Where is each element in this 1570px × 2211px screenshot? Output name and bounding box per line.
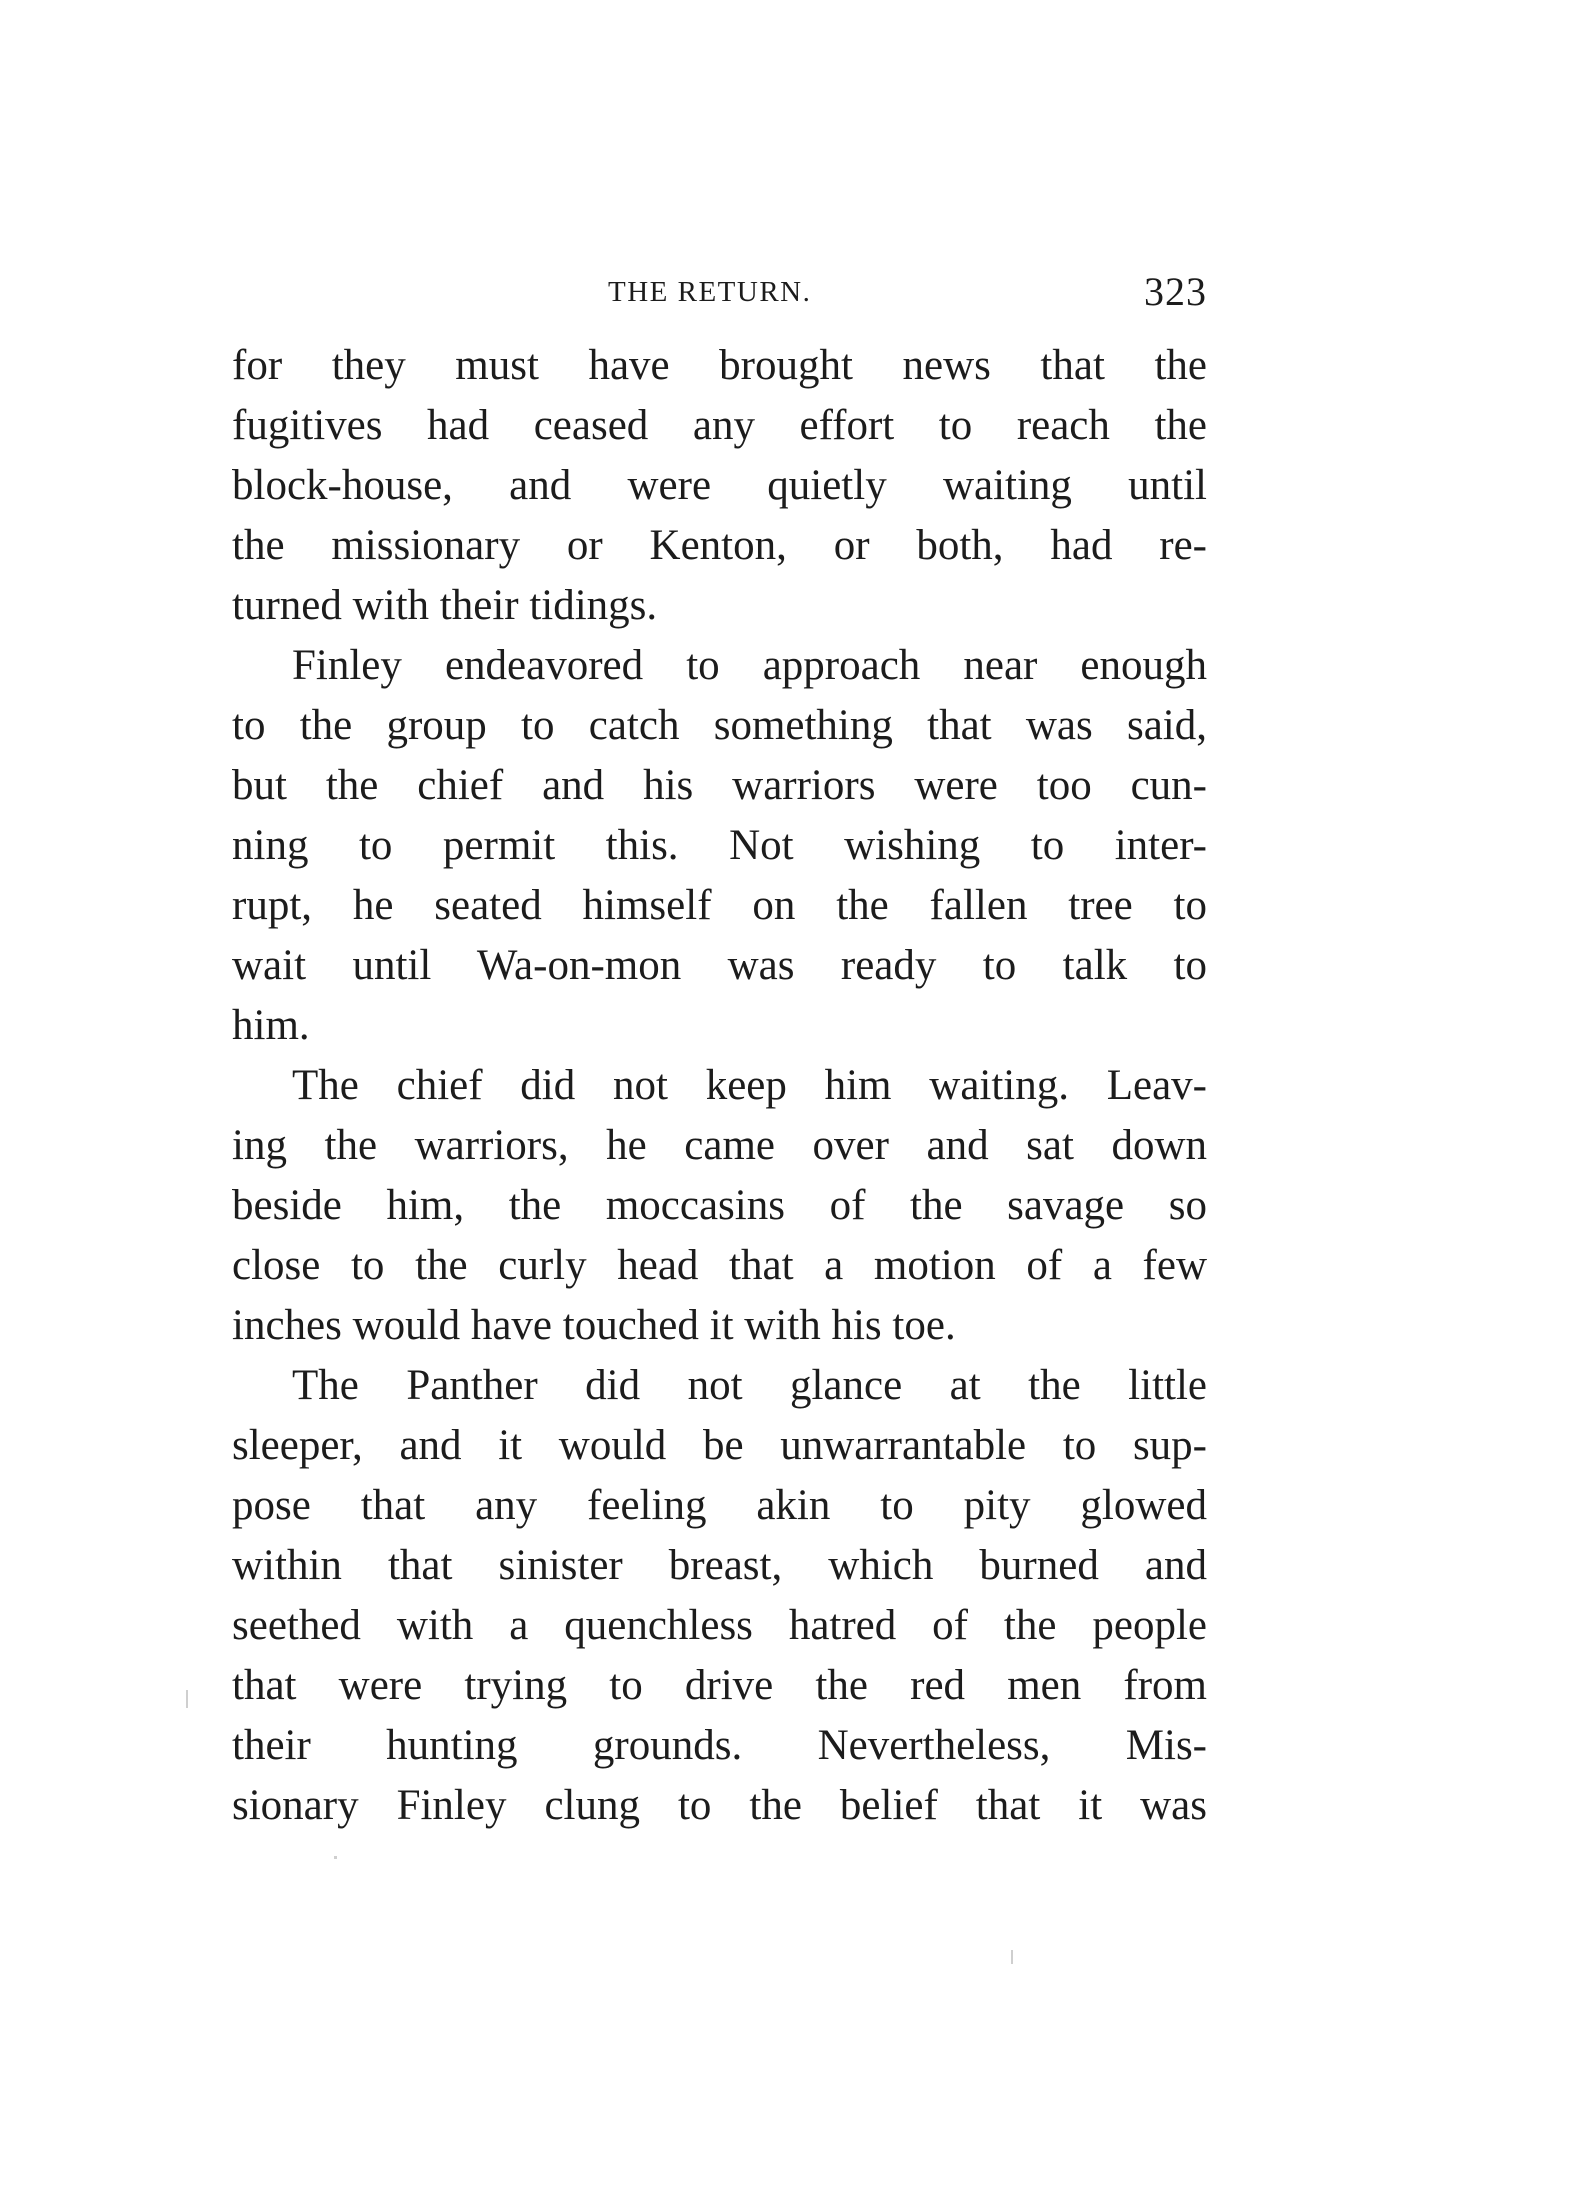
paragraph-3 bbox=[232, 1056, 1207, 1356]
text-line: but the chief and his warriors were too cun- bbox=[232, 762, 1207, 809]
text-line: beside him, the moccasins of the savage so bbox=[232, 1182, 1207, 1229]
running-title: THE RETURN. bbox=[608, 276, 812, 308]
paragraph-2 bbox=[232, 636, 1207, 1056]
text-line: The chief did not keep him waiting. Leav- bbox=[292, 1062, 1207, 1109]
text-line: pose that any feeling akin to pity glowed bbox=[232, 1482, 1207, 1529]
text-line: ning to permit this. Not wishing to inter- bbox=[232, 822, 1207, 869]
text-line: ing the warriors, he came over and sat down bbox=[232, 1122, 1207, 1169]
text-line: seethed with a quenchless hatred of the people bbox=[232, 1602, 1207, 1649]
text-line: the missionary or Kenton, or both, had re- bbox=[232, 522, 1207, 569]
text-line: Finley endeavored to approach near enough bbox=[292, 642, 1207, 689]
scan-speck bbox=[1011, 1950, 1013, 1964]
text-line: block-house, and were quietly waiting until bbox=[232, 462, 1207, 509]
running-head bbox=[232, 268, 1207, 318]
scan-speck bbox=[334, 1856, 337, 1859]
text-line: within that sinister breast, which burned and bbox=[232, 1542, 1207, 1589]
paragraph-1 bbox=[232, 336, 1207, 636]
page-number: 323 bbox=[1144, 269, 1207, 314]
text-line: their hunting grounds. Nevertheless, Mis- bbox=[232, 1722, 1207, 1769]
text-line: inches would have touched it with his toe. bbox=[232, 1302, 956, 1349]
text-line: wait until Wa-on-mon was ready to talk to bbox=[232, 942, 1207, 989]
text-line: him. bbox=[232, 1002, 310, 1049]
text-line: fugitives had ceased any effort to reach the bbox=[232, 402, 1207, 449]
text-line: turned with their tidings. bbox=[232, 582, 658, 629]
text-line: that were trying to drive the red men from bbox=[232, 1662, 1207, 1709]
text-line: close to the curly head that a motion of a few bbox=[232, 1242, 1207, 1289]
body-text bbox=[232, 336, 1207, 1836]
paragraph-4 bbox=[232, 1356, 1207, 1836]
text-line: for they must have brought news that the bbox=[232, 342, 1207, 389]
text-line: sionary Finley clung to the belief that it was bbox=[232, 1782, 1207, 1829]
text-line: The Panther did not glance at the little bbox=[292, 1362, 1207, 1409]
text-line: sleeper, and it would be unwarrantable to sup- bbox=[232, 1422, 1207, 1469]
text-line: rupt, he seated himself on the fallen tree to bbox=[232, 882, 1207, 929]
text-line: to the group to catch something that was said, bbox=[232, 702, 1207, 749]
scan-speck bbox=[186, 1690, 188, 1708]
